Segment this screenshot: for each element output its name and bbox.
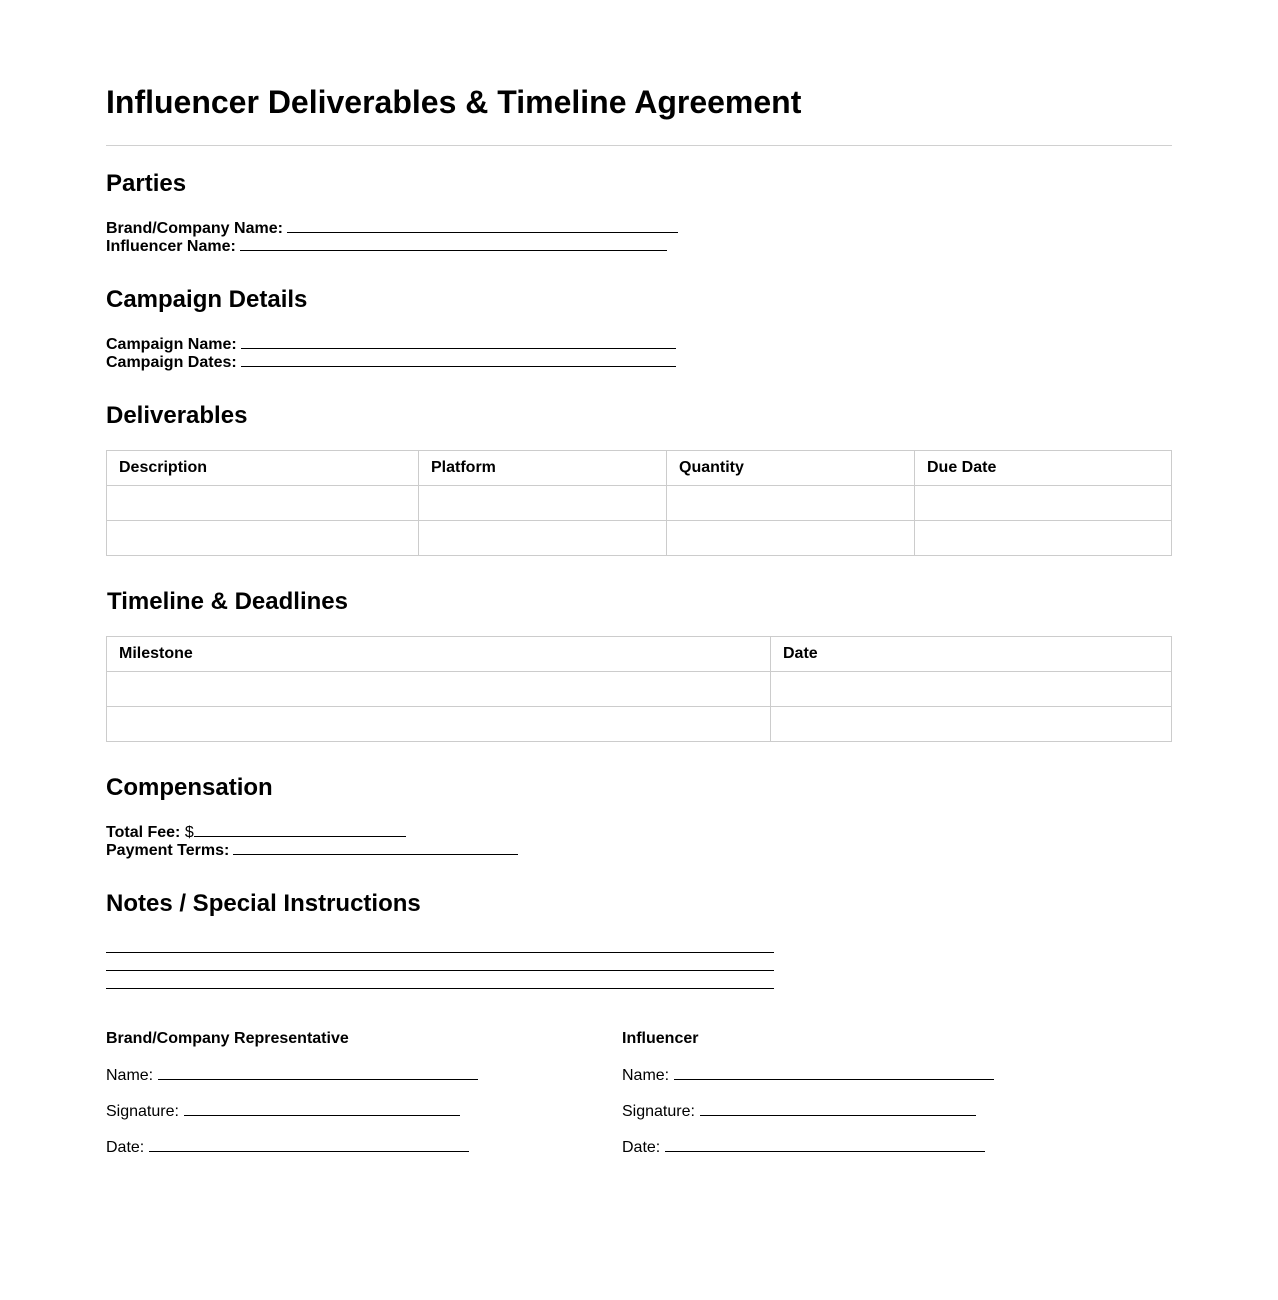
campaign-dates-input[interactable]: [241, 352, 676, 367]
campaign-dates-label: Campaign Dates:: [106, 354, 237, 371]
notes-line[interactable]: [106, 970, 774, 971]
section-heading-campaign-details: Campaign Details: [106, 286, 308, 313]
table-cell[interactable]: [915, 521, 1172, 556]
campaign-name-label: Campaign Name:: [106, 336, 237, 353]
table-cell[interactable]: [107, 672, 771, 707]
brand-name-label: Brand/Company Name:: [106, 220, 283, 237]
table-cell[interactable]: [667, 521, 915, 556]
total-fee-field: [106, 822, 406, 842]
deliverables-table: [106, 450, 1172, 556]
table-row: [107, 486, 1172, 521]
total-fee-label: Total Fee:: [106, 824, 181, 841]
influencer-name-label: Influencer Name:: [106, 238, 236, 255]
notes-line[interactable]: [106, 988, 774, 989]
payment-terms-label: Payment Terms:: [106, 842, 230, 859]
notes-line[interactable]: [106, 952, 774, 953]
column-header-quantity: Quantity: [667, 451, 915, 486]
column-header-date: Date: [771, 637, 1172, 672]
brand-sig-date-input[interactable]: [149, 1137, 469, 1152]
section-heading-timeline: Timeline & Deadlines: [107, 588, 348, 615]
table-cell[interactable]: [419, 486, 667, 521]
column-header-milestone: Milestone: [107, 637, 771, 672]
influencer-sig-name-input[interactable]: [674, 1065, 994, 1080]
brand-name-signature-field: [106, 1065, 478, 1086]
influencer-sig-signature-input[interactable]: [700, 1101, 976, 1116]
brand-name-input[interactable]: [287, 218, 678, 233]
section-heading-notes: Notes / Special Instructions: [106, 890, 421, 917]
influencer-name-field: [106, 236, 667, 256]
brand-signature-title: Brand/Company Representative: [106, 1030, 349, 1047]
influencer-signature-field: [622, 1101, 976, 1122]
table-cell[interactable]: [419, 521, 667, 556]
brand-sig-name-label: Name:: [106, 1067, 154, 1084]
influencer-sig-name-label: Name:: [622, 1067, 670, 1084]
table-header-row: [107, 451, 1172, 486]
payment-terms-input[interactable]: [233, 840, 518, 855]
influencer-sig-date-label: Date:: [622, 1139, 661, 1156]
table-cell[interactable]: [771, 672, 1172, 707]
influencer-sig-date-input[interactable]: [665, 1137, 985, 1152]
campaign-name-field: [106, 334, 676, 354]
column-header-description: Description: [107, 451, 419, 486]
campaign-dates-field: [106, 352, 676, 372]
brand-signature-field: [106, 1101, 460, 1122]
influencer-date-field: [622, 1137, 985, 1158]
table-cell[interactable]: [771, 707, 1172, 742]
payment-terms-field: [106, 840, 518, 860]
section-heading-compensation: Compensation: [106, 774, 273, 801]
table-row: [107, 707, 1172, 742]
table-cell[interactable]: [107, 486, 419, 521]
influencer-signature-title: Influencer: [622, 1030, 699, 1047]
influencer-name-signature-field: [622, 1065, 994, 1086]
table-header-row: [107, 637, 1172, 672]
table-row: [107, 672, 1172, 707]
table-cell[interactable]: [107, 707, 771, 742]
brand-sig-name-input[interactable]: [158, 1065, 478, 1080]
brand-sig-signature-label: Signature:: [106, 1103, 179, 1120]
currency-symbol: $: [184, 824, 194, 841]
column-header-platform: Platform: [419, 451, 667, 486]
campaign-name-input[interactable]: [241, 334, 676, 349]
table-cell[interactable]: [667, 486, 915, 521]
title-divider: [106, 145, 1172, 146]
column-header-due-date: Due Date: [915, 451, 1172, 486]
influencer-name-input[interactable]: [240, 236, 667, 251]
influencer-sig-signature-label: Signature:: [622, 1103, 695, 1120]
brand-sig-signature-input[interactable]: [184, 1101, 460, 1116]
brand-date-field: [106, 1137, 469, 1158]
section-heading-deliverables: Deliverables: [106, 402, 248, 429]
table-cell[interactable]: [107, 521, 419, 556]
brand-sig-date-label: Date:: [106, 1139, 145, 1156]
section-heading-parties: Parties: [106, 170, 187, 197]
table-row: [107, 521, 1172, 556]
brand-name-field: [106, 218, 678, 238]
timeline-table: [106, 636, 1172, 742]
table-cell[interactable]: [915, 486, 1172, 521]
total-fee-input[interactable]: [194, 822, 406, 837]
document-title: Influencer Deliverables & Timeline Agreement: [106, 84, 802, 120]
